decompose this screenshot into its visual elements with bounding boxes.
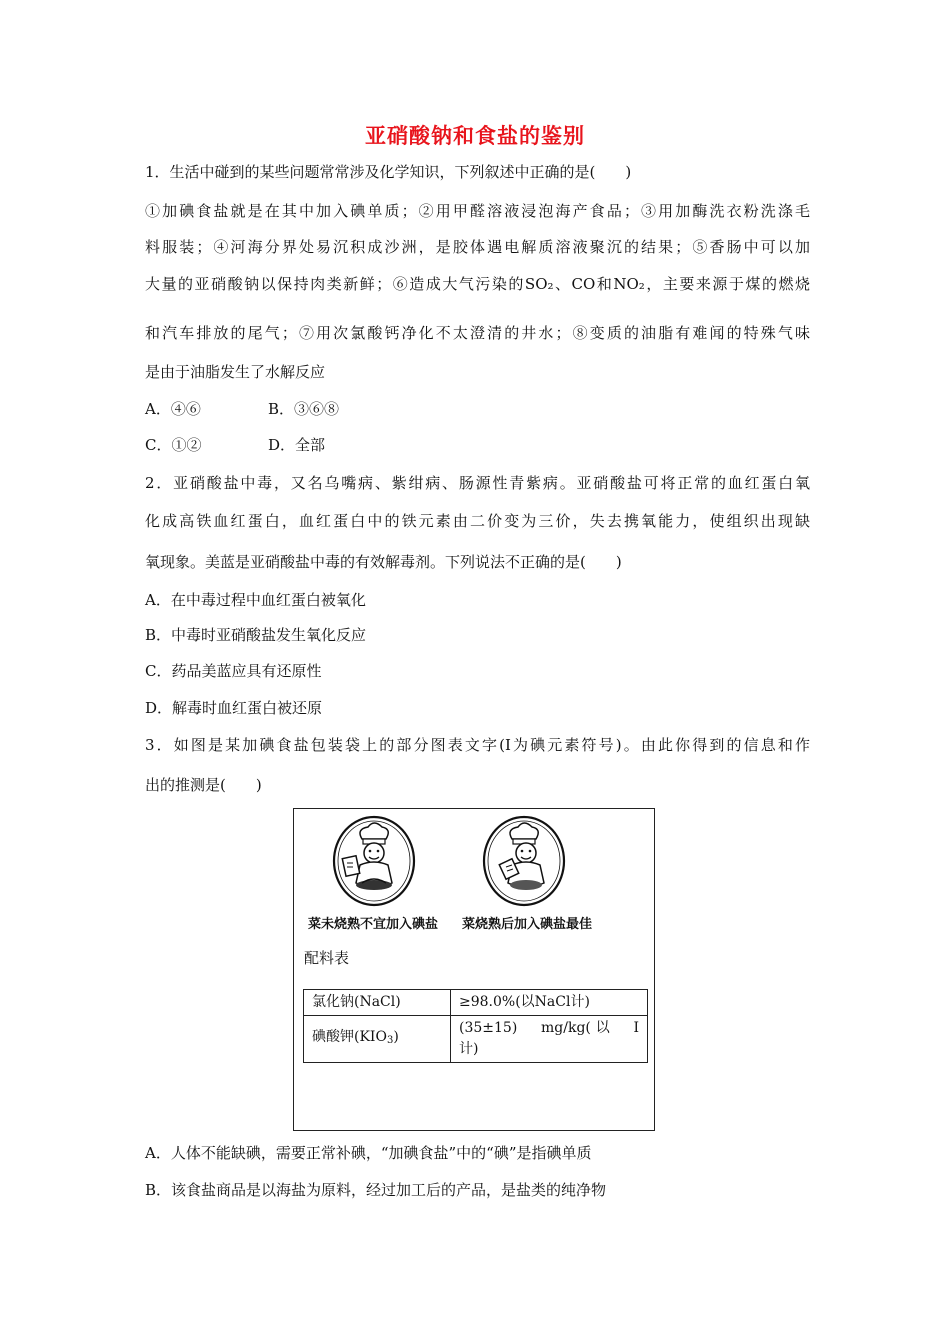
salt-package-figure [293,808,655,1131]
ingredient-amount-line-1: (35±15) mg/kg(以 I [459,1020,639,1036]
ingredient-amount [451,1016,648,1063]
q1-option-a: A．④⑥ [145,400,201,418]
q1-options-row-1 [145,398,810,420]
q3-body-line-1: 3．如图是某加碘食盐包装袋上的部分图表文字(I为碘元素符号)。由此你得到的信息和作 [145,736,810,754]
ingredient-name-end: ) [393,1029,399,1045]
q3-option-a: A．人体不能缺碘，需要正常补碘，“加碘食盐”中的“碘”是指碘单质 [145,1144,592,1162]
q2-option-c: C．药品美蓝应具有还原性 [145,662,322,680]
q3-body-line-2: 出的推测是( ) [145,776,262,794]
q1-option-d: D．全部 [268,436,326,454]
q1-option-b: B．③⑥⑧ [268,400,340,418]
q1-body-line-2: 料服装；④河海分界处易沉积成沙洲，是胶体遇电解质溶液聚沉的结果；⑤香肠中可以加 [145,238,810,256]
ingredient-name [304,1016,451,1063]
q1-body-line-4: 和汽车排放的尾气；⑦用次氯酸钙净化不太澄清的井水；⑧变质的油脂有难闻的特殊气味 [145,324,810,342]
q2-body-line-2: 化成高铁血红蛋白，血红蛋白中的铁元素由二价变为三价，失去携氧能力，使组织出现缺 [145,512,810,530]
chef-cartoon-right-icon [482,815,566,907]
q2-body-line-3: 氧现象。美蓝是亚硝酸盐中毒的有效解毒剂。下列说法不正确的是( ) [145,553,622,571]
q2-body-line-1: 2．亚硝酸盐中毒，又名乌嘴病、紫绀病、肠源性青紫病。亚硝酸盐可将正常的血红蛋白氧 [145,474,810,492]
q3-option-b: B．该食盐商品是以海盐为原料，经过加工后的产品，是盐类的纯净物 [145,1181,607,1199]
q1-body-line-3: 大量的亚硝酸钠以保持肉类新鲜；⑥造成大气污染的SO₂、CO和NO₂，主要来源于煤的燃烧 [145,275,810,293]
table-row [304,990,648,1016]
q1-stem: 1．生活中碰到的某些问题常常涉及化学知识，下列叙述中正确的是( ) [145,163,632,181]
ingredient-amount: ≥98.0%(以NaCl计) [451,990,648,1016]
q2-option-a: A．在中毒过程中血红蛋白被氧化 [145,591,366,609]
q2-option-d: D．解毒时血红蛋白被还原 [145,699,323,717]
q1-options-row-2 [145,434,810,456]
table-row [304,1016,648,1063]
ingredient-amount-line-2: 计) [459,1041,479,1057]
q1-body-line-1: ①加碘食盐就是在其中加入碘单质；②用甲醛溶液浸泡海产食品；③用加酶洗衣粉洗涤毛 [145,202,810,220]
ingredient-name: 氯化钠(NaCl) [304,990,451,1016]
caption-left: 菜未烧熟不宜加入碘盐 [308,917,439,932]
ingredient-name-subscript: 3 [386,1035,394,1046]
q1-body-line-5: 是由于油脂发生了水解反应 [145,363,326,381]
q2-option-b: B．中毒时亚硝酸盐发生氧化反应 [145,626,367,644]
ingredient-table [303,989,648,1063]
ingredient-table-title: 配料表 [304,949,350,967]
caption-right: 菜烧熟后加入碘盐最佳 [462,917,593,932]
q1-option-c: C．①② [145,436,202,454]
page-title: 亚硝酸钠和食盐的鉴别 [365,123,585,148]
chef-cartoon-left-icon [332,815,416,907]
ingredient-name-main: 碘酸钾(KIO [312,1029,387,1045]
